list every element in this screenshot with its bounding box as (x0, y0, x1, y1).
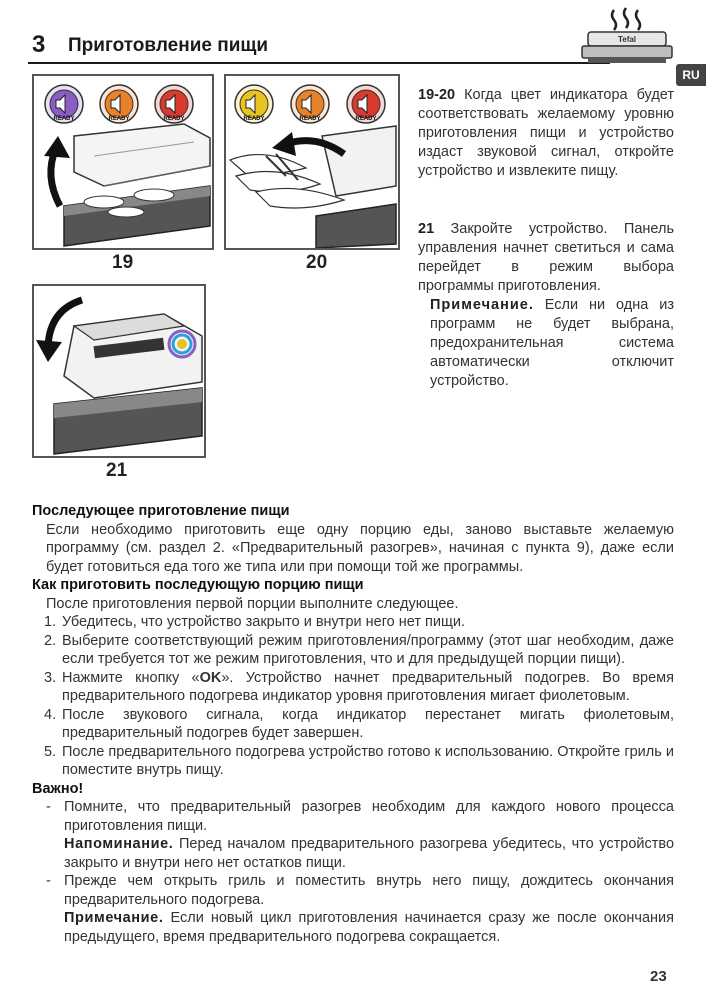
list-item: 1. Убедитесь, что устройство закрыто и внутри него нет пищи. (44, 614, 466, 630)
figure-20 (224, 74, 400, 250)
section-number: 3 (32, 31, 46, 58)
subsequent-heading: Последующее приготовление пищи (32, 503, 290, 519)
list-item: 4. После звукового сигнала, когда индикатор перестанет мигать фиолетовым, предварительный подогрев будет завершен. (44, 706, 674, 741)
open-arrow-icon (44, 136, 70, 206)
svg-text:READY: READY (108, 116, 130, 122)
subsequent-text: Если необходимо приготовить еще одну порцию еды, заново выставьте желаемую программу (см. раздел 2. «Предварительный разогрев», начиная с пункта 9), даже если будет готовиться еда того же типа или при помощи той же программы. (46, 521, 674, 575)
figure-21 (32, 284, 206, 458)
figure-19 (32, 74, 214, 250)
step-21 (418, 220, 674, 391)
important-heading: Важно! (32, 780, 84, 797)
howto-intro: После приготовления первой порции выполните следующее. (46, 595, 459, 612)
svg-text:READY: READY (299, 116, 321, 122)
svg-text:READY: READY (243, 116, 265, 122)
ready-indicator-icon (155, 85, 193, 123)
list-item: 3. Нажмите кнопку «OK». Устройство начнет предварительный подогрев. Во время предварительного подогрева индикатор уровня приготовления мигает фиолетовым. (44, 669, 674, 704)
note-label: Примечание. (64, 910, 164, 926)
figure-label: 20 (306, 252, 328, 273)
page-number: 23 (650, 968, 667, 985)
ready-indicator-icon (45, 85, 83, 123)
svg-text:READY: READY (53, 116, 75, 122)
ok-key: OK (199, 669, 222, 686)
list-item: - Помните, что предварительный разогрев необходим для каждого нового процесса приготовления пищи. Напоминание. Перед началом предварительного разогрева убедитесь, что устройство закрыто и внутри него нет остатков пищи. (46, 799, 675, 871)
ready-indicator-icon (291, 85, 329, 123)
note-label: Напоминание. (64, 836, 174, 852)
svg-text:READY: READY (355, 116, 377, 122)
note-text: Если ни одна из программ не будет выбрана, предохранительная система автоматически отключит устройство. (430, 297, 674, 389)
list-item: 2. Выберите соответствующий режим приготовления/программу (этот шаг необходим, даже если требуется тот же режим приготовления, что и для предыдущей порции пищи). (44, 632, 674, 667)
grill-logo-icon (574, 4, 680, 66)
step-number: 21 (418, 221, 435, 237)
step-19-20 (418, 86, 674, 181)
step-text: Закройте устройство. Панель управления начнет светиться и сама перейдет в режим выбора программы приготовления. (418, 221, 674, 294)
header-rule (28, 62, 610, 64)
ready-indicator-icon (100, 85, 138, 123)
ready-indicator-icon (347, 85, 385, 123)
figure-label: 19 (112, 252, 134, 273)
step-number: 19-20 (418, 87, 456, 103)
important-list (32, 798, 674, 946)
list-item: 5. После предварительного подогрева устройство готово к использованию. Откройте гриль и поместите внутрь пищу. (44, 743, 674, 778)
body-text (32, 502, 674, 946)
page-title: Приготовление пищи (68, 35, 269, 56)
ready-indicator-icon (235, 85, 273, 123)
grill-open-illustration (64, 124, 210, 246)
language-badge: RU (676, 64, 706, 86)
note-label: Примечание. (430, 297, 534, 313)
howto-list (32, 613, 674, 780)
grill-closed-illustration (54, 314, 202, 454)
figure-label: 21 (106, 460, 128, 481)
logo-text: Tefal (617, 35, 637, 44)
list-item: - Прежде чем открыть гриль и поместить внутрь него пищу, дождитесь окончания предварительного подогрева. Примечание. Если новый цикл приготовления начинается сразу же после окончания предыдущего, время предварительного подогрева сокращается. (46, 873, 674, 945)
svg-text:READY: READY (163, 116, 185, 122)
howto-heading: Как приготовить последующую порцию пищи (32, 577, 364, 593)
step-text: Когда цвет индикатора будет соответствовать желаемому уровню приготовления пищи и устройство издаст звуковой сигнал, откройте устройство и извлеките пищу. (418, 87, 675, 179)
